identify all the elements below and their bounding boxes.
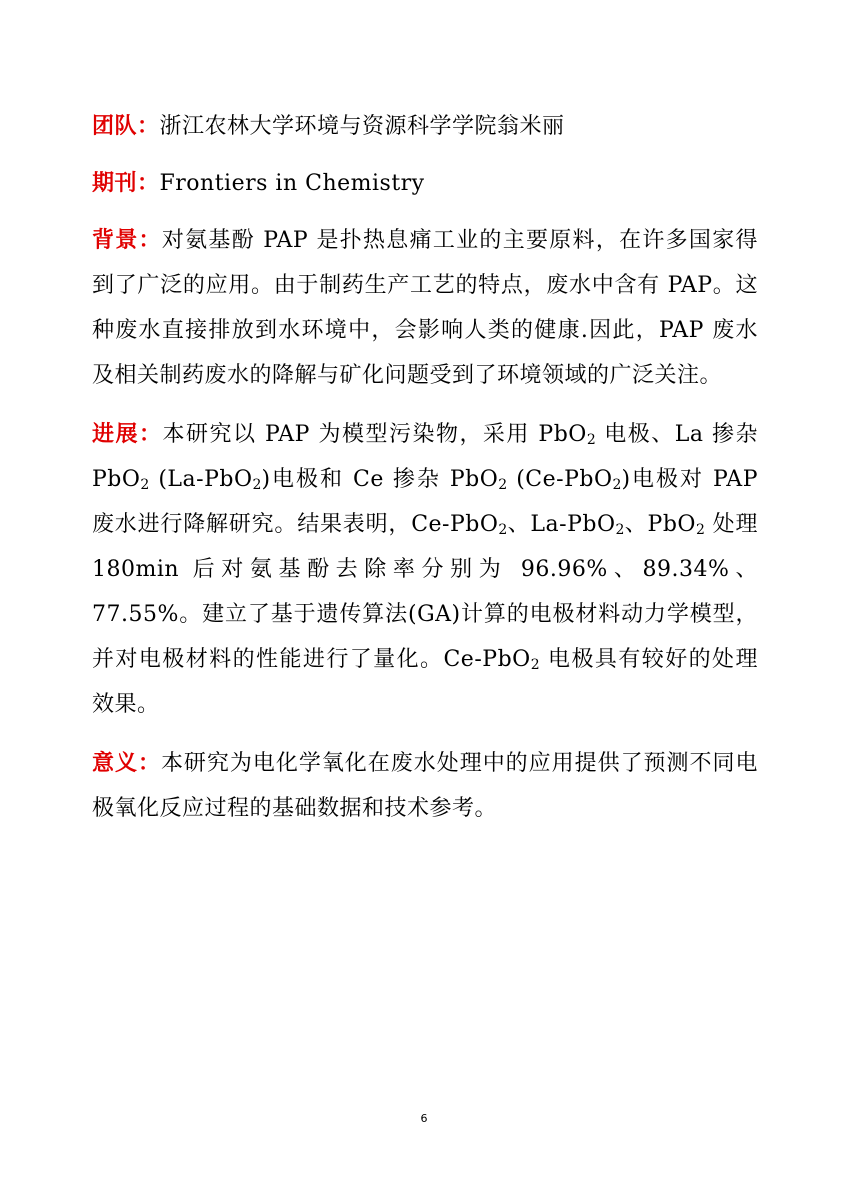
background-text: 对氨基酚 PAP 是扑热息痛工业的主要原料，在许多国家得到了广泛的应用。由于制药生产工艺的特点，废水中含有 PAP。这种废水直接排放到水环境中，会影响人类的健康.因此，PAP 废水及相关制药废水的降解与矿化问题受到了环境领域的广泛关注。 bbox=[92, 228, 758, 388]
background-label: 背景： bbox=[92, 228, 162, 253]
background-paragraph bbox=[92, 218, 758, 398]
journal-label: 期刊： bbox=[92, 171, 160, 196]
page-number: 6 bbox=[420, 1112, 428, 1125]
progress-label: 进展： bbox=[92, 422, 163, 447]
progress-paragraph bbox=[92, 412, 758, 727]
team-paragraph bbox=[92, 104, 758, 149]
progress-text: 本研究以 PAP 为模型污染物，采用 PbO$_2$ 电极、La 掺杂 PbO$_2$ (La-PbO$_2$)电极和 Ce 掺杂 PbO$_2$ (Ce-PbO$_2$)电极对 PAP 废水进行降解研究。结果表明，Ce-PbO$_2$、La-PbO$_2$、PbO$_2$ 处理 180min 后对氨基酚去除率分别为 96.96%、89.34%、77.55%。建立了基于遗传算法(GA)计算的电极材料动力学模型，并对电极材料的性能进行了量化。Ce-PbO$_2$ 电极具有较好的处理效果。 bbox=[92, 422, 758, 717]
significance-text: 本研究为电化学氧化在废水处理中的应用提供了预测不同电极氧化反应过程的基础数据和技术参考。 bbox=[92, 751, 758, 821]
team-label: 团队： bbox=[92, 114, 160, 139]
article-summary bbox=[92, 104, 758, 845]
significance-paragraph bbox=[92, 741, 758, 831]
team-text: 浙江农林大学环境与资源科学学院翁米丽 bbox=[159, 114, 565, 139]
journal-text: Frontiers in Chemistry bbox=[159, 171, 425, 196]
journal-paragraph bbox=[92, 161, 758, 206]
significance-label: 意义： bbox=[92, 751, 161, 776]
